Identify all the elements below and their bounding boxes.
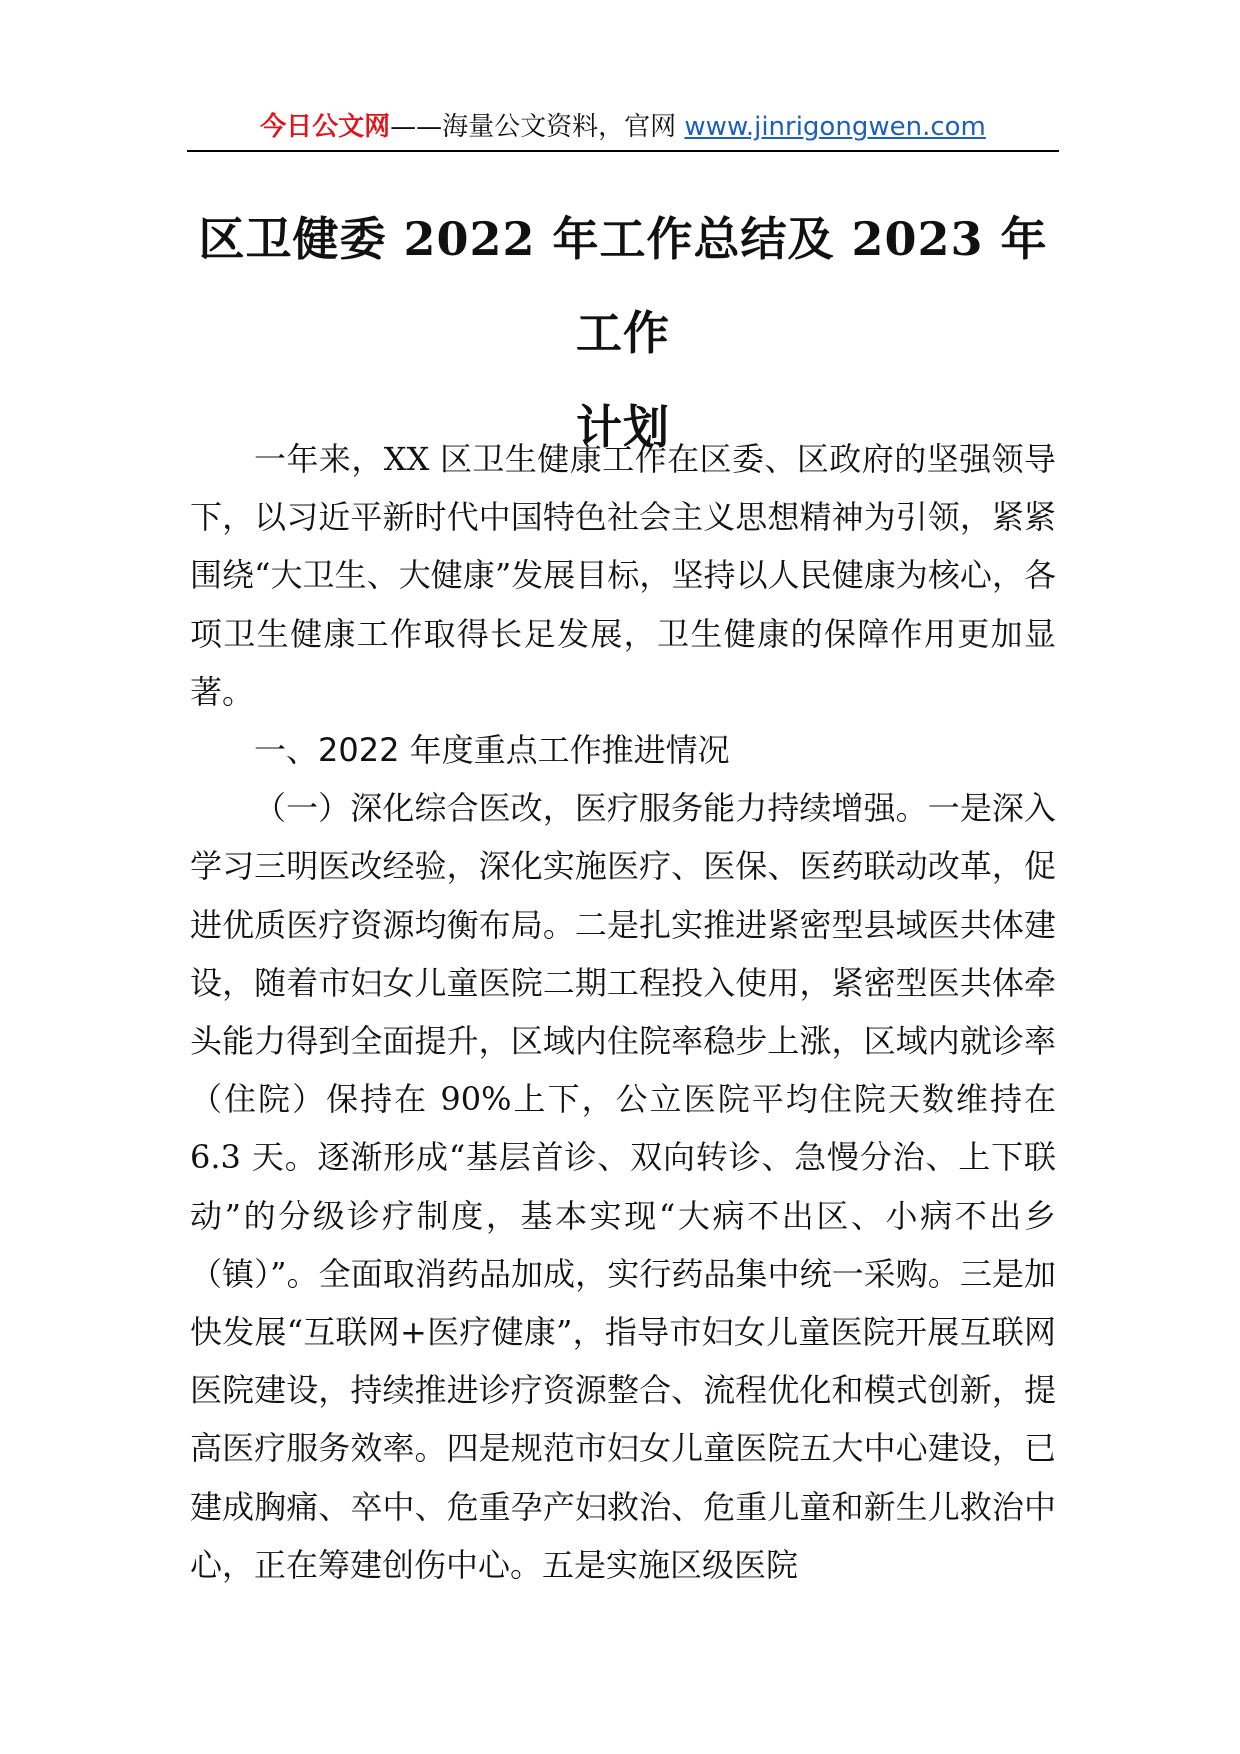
website-link[interactable]: www.jinrigongwen.com (684, 112, 986, 142)
body-paragraph: （一）深化综合医改，医疗服务能力持续增强。一是深入学习三明医改经验，深化实施医疗、医保、医药联动改革，促进优质医疗资源均衡布局。二是扎实推进紧密型县域医共体建设，随着市妇女儿童医院二期工程投入使用，紧密型医共体牵头能力得到全面提升，区域内住院率稳步上涨，区域内就诊率（住院）保持在 90%上下，公立医院平均住院天数维持在 6.3 天。逐渐形成“基层首诊、双向转诊、急慢分治、上下联动”的分级诊疗制度，基本实现“大病不出区、小病不出乡（镇）”。全面取消药品加成，实行药品集中统一采购。三是加快发展“互联网+医疗健康”，指导市妇女儿童医院开展互联网医院建设，持续推进诊疗资源整合、流程优化和模式创新，提高医疗服务效率。四是规范市妇女儿童医院五大中心建设，已建成胸痛、卒中、危重孕产妇救治、危重儿童和新生儿救治中心，正在筹建创伤中心。五是实施区级医院 (190, 789, 1056, 1584)
intro-paragraph: 一年来，XX 区卫生健康工作在区委、区政府的坚强领导下，以习近平新时代中国特色社会主义思想精神为引领，紧紧围绕“大卫生、大健康”发展目标，坚持以人民健康为核心，各项卫生健康工作取得长足发展，卫生健康的保障作用更加显著。 (190, 440, 1056, 711)
title-line-2: 计划 (576, 400, 670, 454)
header-dash: —— (390, 112, 443, 142)
brand-name: 今日公文网 (260, 112, 391, 142)
document-body (190, 430, 1056, 1594)
header-divider (187, 150, 1059, 152)
header-tagline: 海量公文资料，官网 (442, 112, 685, 142)
section-heading: 一、2022 年度重点工作推进情况 (254, 731, 730, 770)
title-line-1: 区卫健委 2022 年工作总结及 2023 年工作 (198, 212, 1048, 360)
page-header (187, 104, 1059, 150)
